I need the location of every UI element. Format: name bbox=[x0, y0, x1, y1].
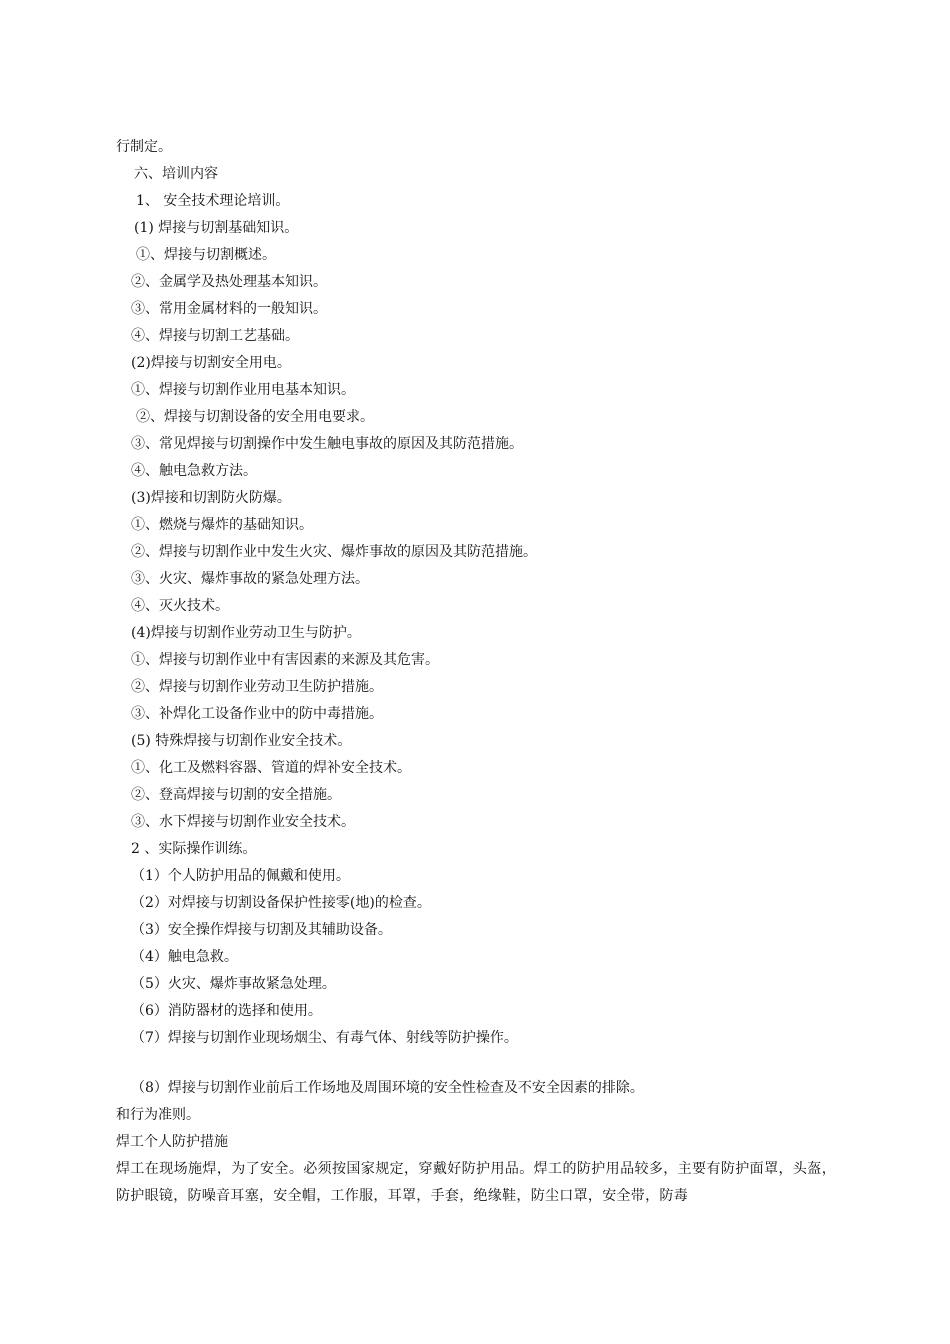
list-item: ②、登高焊接与切割的安全措施。 bbox=[131, 787, 341, 803]
list-item: ①、化工及燃料容器、管道的焊补安全技术。 bbox=[131, 760, 411, 776]
list-item: （1）个人防护用品的佩戴和使用。 bbox=[131, 868, 350, 884]
list-item: ③、水下焊接与切割作业安全技术。 bbox=[131, 814, 355, 830]
body-paragraph: 焊工在现场施焊，为了安全。必须按国家规定，穿戴好防护用品。焊工的防护用品较多，主要有防护面罩，头盔，防护眼镜，防噪音耳塞，安全帽，工作服，耳罩，手套，绝缘鞋，防尘口罩，安全带，防毒 bbox=[116, 1161, 836, 1204]
list-item: （8）焊接与切割作业前后工作场地及周围环境的安全性检查及不安全因素的排除。 bbox=[131, 1080, 644, 1096]
list-item: ③、常见焊接与切割操作中发生触电事故的原因及其防范措施。 bbox=[131, 436, 523, 452]
list-item: ③、火灾、爆炸事故的紧急处理方法。 bbox=[131, 571, 369, 587]
list-item: ②、金属学及热处理基本知识。 bbox=[131, 274, 327, 290]
list-heading: (3)焊接和切割防火防爆。 bbox=[131, 490, 291, 506]
text-line: 和行为准则。 bbox=[116, 1107, 200, 1123]
list-item: ①、燃烧与爆炸的基础知识。 bbox=[131, 517, 313, 533]
list-item: ②、焊接与切割作业中发生火灾、爆炸事故的原因及其防范措施。 bbox=[131, 544, 537, 560]
list-item: ③、常用金属材料的一般知识。 bbox=[131, 301, 327, 317]
list-item: （3）安全操作焊接与切割及其辅助设备。 bbox=[131, 922, 392, 938]
subsection-heading: 2 、实际操作训练。 bbox=[131, 841, 257, 857]
list-item: （4）触电急救。 bbox=[131, 949, 238, 965]
list-item: （5）火灾、爆炸事故紧急处理。 bbox=[131, 976, 336, 992]
list-item: ④、触电急救方法。 bbox=[131, 463, 257, 479]
text-line: 行制定。 bbox=[116, 139, 172, 155]
list-heading: (4)焊接与切割作业劳动卫生与防护。 bbox=[131, 625, 361, 641]
list-item: （7）焊接与切割作业现场烟尘、有毒气体、射线等防护操作。 bbox=[131, 1030, 518, 1046]
list-item: ④、焊接与切割工艺基础。 bbox=[131, 328, 299, 344]
list-heading: (5) 特殊焊接与切割作业安全技术。 bbox=[131, 733, 352, 749]
list-item: ①、焊接与切割作业用电基本知识。 bbox=[131, 382, 355, 398]
list-item: ③、补焊化工设备作业中的防中毒措施。 bbox=[131, 706, 383, 722]
list-item: ②、焊接与切割设备的安全用电要求。 bbox=[136, 409, 374, 425]
section-heading: 六、培训内容 bbox=[134, 166, 218, 182]
list-item: （2）对焊接与切割设备保护性接零(地)的检查。 bbox=[131, 895, 431, 911]
list-item: ①、焊接与切割概述。 bbox=[136, 247, 276, 263]
list-item: ②、焊接与切割作业劳动卫生防护措施。 bbox=[131, 679, 383, 695]
list-heading: (1) 焊接与切割基础知识。 bbox=[134, 220, 299, 236]
subsection-heading: 1、 安全技术理论培训。 bbox=[136, 193, 290, 209]
list-item: ④、灭火技术。 bbox=[131, 598, 229, 614]
list-item: （6）消防器材的选择和使用。 bbox=[131, 1003, 322, 1019]
section-title: 焊工个人防护措施 bbox=[116, 1134, 228, 1150]
list-heading: (2)焊接与切割安全用电。 bbox=[131, 355, 291, 371]
list-item: ①、焊接与切割作业中有害因素的来源及其危害。 bbox=[131, 652, 439, 668]
